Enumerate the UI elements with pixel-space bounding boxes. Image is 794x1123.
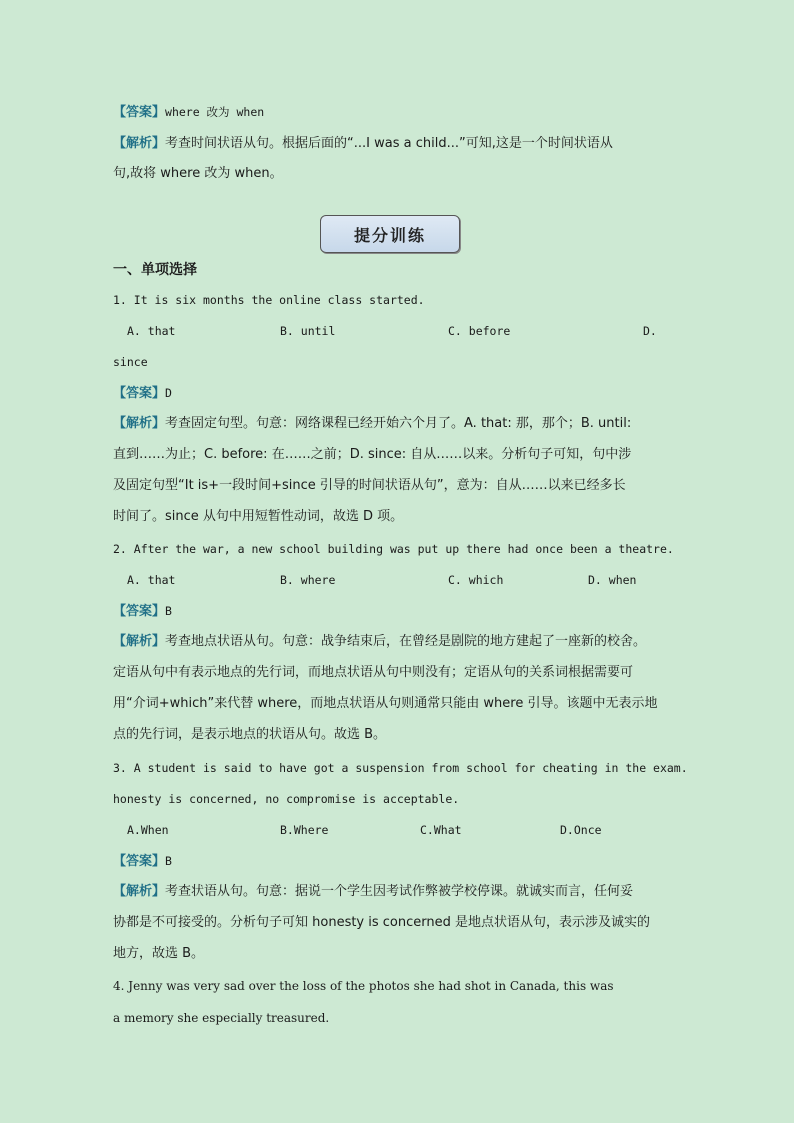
analysis-line: 考查状语从句。句意：据说一个学生因考试作弊被学校停课。就诚实而言，任何妥 — [165, 884, 634, 899]
q1-option-b: B. until — [280, 324, 336, 338]
analysis-line: 用“介词+which”来代替 where，而地点状语从句则通常只能由 where 引导。该题中无表示地 — [113, 696, 658, 711]
q1-analysis — [113, 415, 683, 433]
analysis-line: 地方，故选 B。 — [113, 946, 205, 961]
answer-value: B — [165, 604, 172, 618]
q2-answer — [113, 602, 683, 621]
question-2-options — [113, 571, 683, 589]
analysis-line: 时间了。since 从句中用短暂性动词，故选 D 项。 — [113, 509, 404, 524]
q2-option-a: A. that — [127, 573, 176, 587]
q1-answer — [113, 384, 683, 403]
q1-option-d: D. — [643, 324, 657, 338]
analysis-tag: 【解析】 — [113, 416, 166, 431]
q3-option-c: C.What — [420, 823, 462, 837]
q2-option-b: B. where — [280, 573, 336, 587]
analysis-line: 及固定句型“It is+一段时间+since 引导的时间状语从句”，意为：自从……以来已经多长 — [113, 478, 626, 493]
section-banner: 提分训练 — [320, 215, 460, 253]
q3-analysis — [113, 883, 683, 901]
question-2-stem: 2. After the war, a new school building was put up there had once been a theatre. — [113, 542, 674, 556]
q2-option-c: C. which — [448, 573, 504, 587]
analysis-line: 直到……为止；C. before: 在……之前；D. since: 自从……以来。分析句子可知，句中涉 — [113, 447, 632, 462]
answer-text: where 改为 when — [165, 105, 265, 119]
q3-option-d: D.Once — [560, 823, 602, 837]
intro-analysis-cont: 句,故将 where 改为 when。 — [113, 166, 283, 181]
section-title: 一、单项选择 — [113, 262, 197, 278]
q1-option-a: A. that — [127, 324, 176, 338]
analysis-tag: 【解析】 — [113, 634, 166, 649]
answer-tag: 【答案】 — [113, 604, 166, 619]
analysis-line: 点的先行词，是表示地点的状语从句。故选 B。 — [113, 727, 387, 742]
q2-option-d: D. when — [588, 573, 637, 587]
q3-option-a: A.When — [127, 823, 169, 837]
q1-option-c: C. before — [448, 324, 511, 338]
question-1-stem: 1. It is six months the online class started. — [113, 293, 425, 307]
intro-analysis — [113, 134, 683, 153]
answer-value: D — [165, 386, 172, 400]
question-3-options — [113, 821, 683, 839]
analysis-line: 协都是不可接受的。分析句子可知 honesty is concerned 是地点状语从句，表示涉及诚实的 — [113, 915, 650, 930]
q3-option-b: B.Where — [280, 823, 329, 837]
analysis-line: 考查地点状语从句。句意：战争结束后，在曾经是剧院的地方建起了一座新的校舍。 — [165, 634, 647, 649]
question-1-options — [113, 322, 683, 340]
analysis-tag: 【解析】 — [113, 884, 166, 899]
q1-option-d-wrap: since — [113, 355, 148, 369]
intro-answer — [113, 103, 683, 122]
question-4-stem-cont: a memory she especially treasured. — [113, 1011, 330, 1025]
analysis-tag: 【解析】 — [113, 136, 166, 151]
q3-answer — [113, 852, 683, 871]
q2-analysis — [113, 633, 683, 651]
question-3-stem: 3. A student is said to have got a suspension from school for cheating in the exam. — [113, 761, 688, 775]
analysis-line: 考查固定句型。句意：网络课程已经开始六个月了。A. that: 那，那个；B. until: — [165, 416, 632, 431]
analysis-text: 考查时间状语从句。根据后面的“...I was a child...”可知,这是一个时间状语从 — [165, 136, 613, 151]
question-4-stem: 4. Jenny was very sad over the loss of the photos she had shot in Canada, this was — [113, 979, 614, 993]
analysis-line: 定语从句中有表示地点的先行词，而地点状语从句中则没有；定语从句的关系词根据需要可 — [113, 665, 634, 680]
answer-tag: 【答案】 — [113, 105, 166, 120]
answer-tag: 【答案】 — [113, 854, 166, 869]
answer-value: B — [165, 854, 172, 868]
answer-tag: 【答案】 — [113, 386, 166, 401]
question-3-stem-cont: honesty is concerned, no compromise is acceptable. — [113, 792, 460, 806]
